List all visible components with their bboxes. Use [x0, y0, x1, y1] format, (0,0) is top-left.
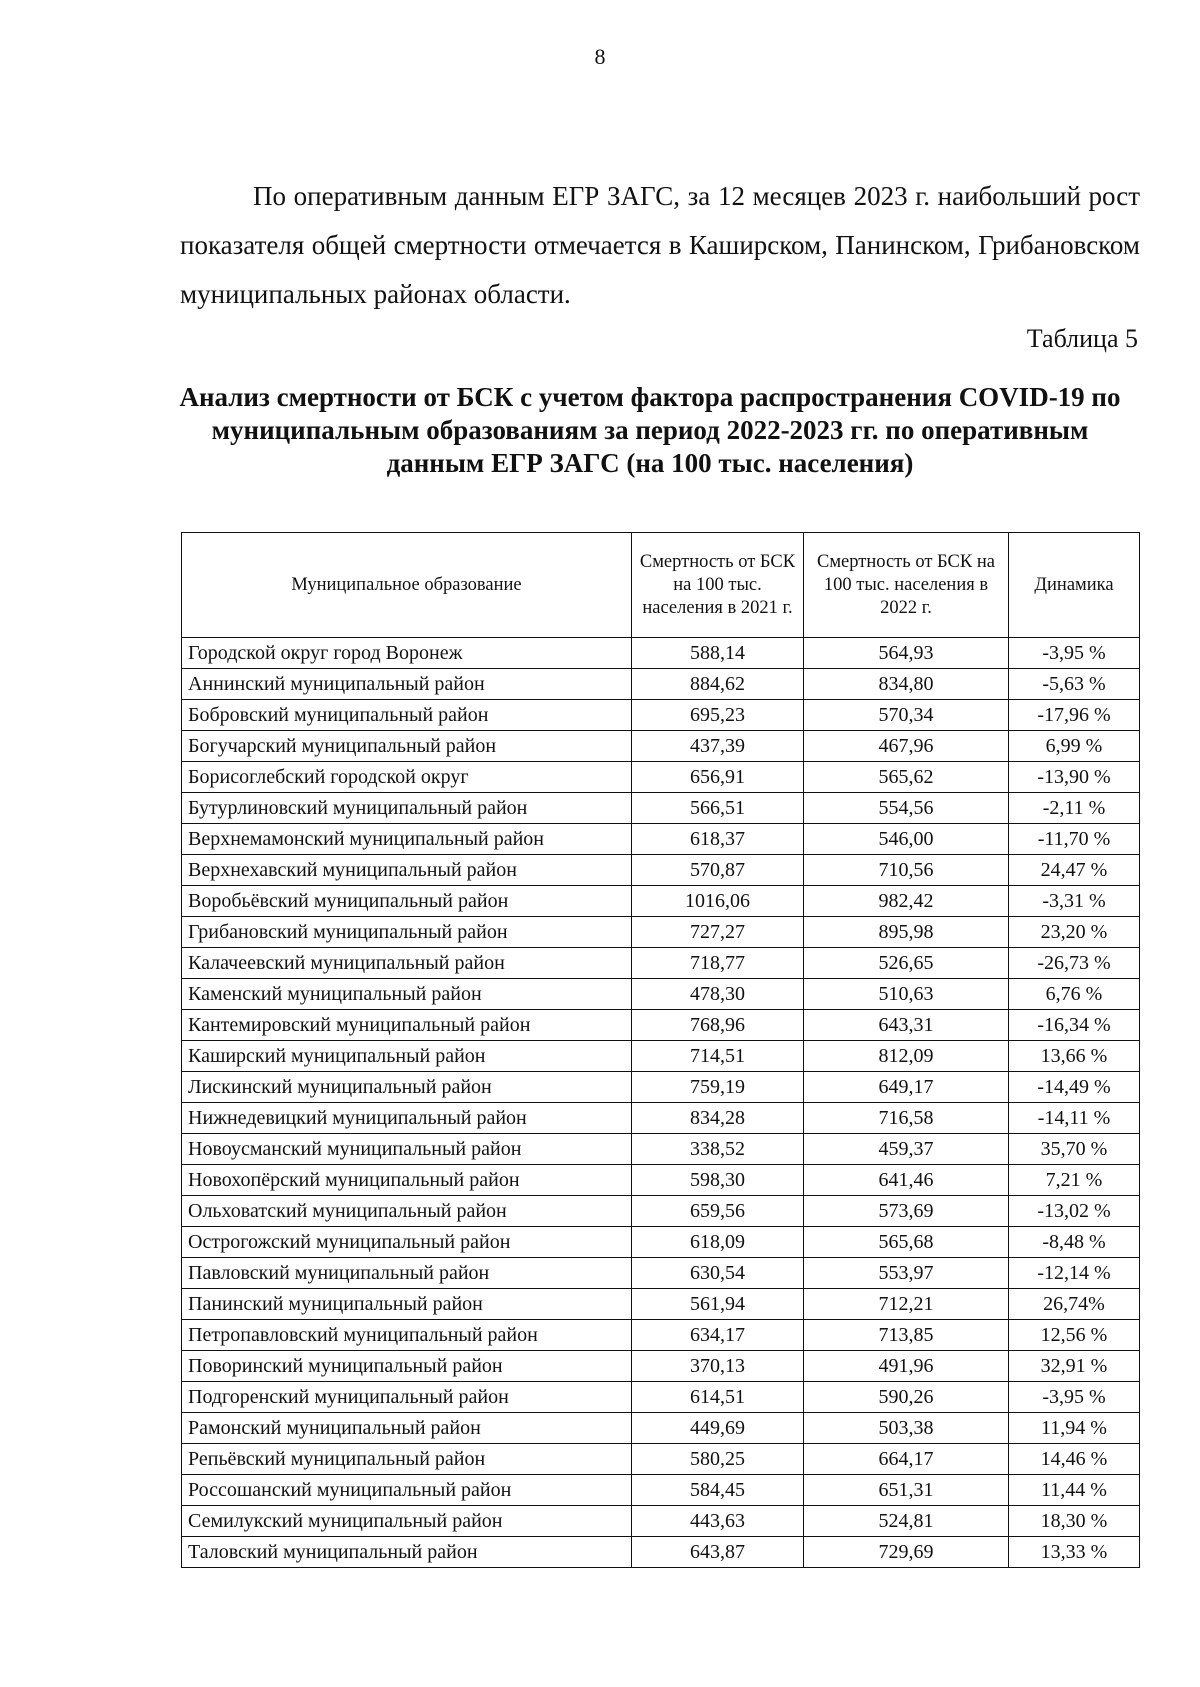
mortality-2021-cell: 443,63	[632, 1506, 804, 1537]
table-row	[182, 638, 1140, 669]
mortality-2021-cell: 714,51	[632, 1041, 804, 1072]
dynamics-cell: 23,20 %	[1009, 917, 1140, 948]
mortality-2021-cell: 570,87	[632, 855, 804, 886]
mortality-2021-cell: 884,62	[632, 669, 804, 700]
table-row	[182, 1475, 1140, 1506]
dynamics-cell: -13,02 %	[1009, 1196, 1140, 1227]
table-row	[182, 824, 1140, 855]
header-mortality-2021: Смертность от БСК на 100 тыс. населения в 2021 г.	[632, 533, 804, 638]
municipality-cell: Нижнедевицкий муниципальный район	[182, 1103, 632, 1134]
table-row	[182, 1010, 1140, 1041]
mortality-2021-cell: 566,51	[632, 793, 804, 824]
mortality-2022-cell: 565,68	[804, 1227, 1009, 1258]
mortality-2022-cell: 565,62	[804, 762, 1009, 793]
table-row	[182, 1320, 1140, 1351]
mortality-2022-cell: 546,00	[804, 824, 1009, 855]
municipality-cell: Каширский муниципальный район	[182, 1041, 632, 1072]
table-row	[182, 1444, 1140, 1475]
table-row	[182, 1227, 1140, 1258]
table-row	[182, 1134, 1140, 1165]
mortality-2022-cell: 664,17	[804, 1444, 1009, 1475]
dynamics-cell: 24,47 %	[1009, 855, 1140, 886]
mortality-2022-cell: 812,09	[804, 1041, 1009, 1072]
dynamics-cell: 35,70 %	[1009, 1134, 1140, 1165]
table-row	[182, 762, 1140, 793]
mortality-2022-cell: 729,69	[804, 1537, 1009, 1568]
municipality-cell: Воробьёвский муниципальный район	[182, 886, 632, 917]
mortality-2021-cell: 718,77	[632, 948, 804, 979]
mortality-2022-cell: 590,26	[804, 1382, 1009, 1413]
dynamics-cell: -11,70 %	[1009, 824, 1140, 855]
municipality-cell: Лискинский муниципальный район	[182, 1072, 632, 1103]
table-row	[182, 979, 1140, 1010]
mortality-2022-cell: 713,85	[804, 1320, 1009, 1351]
mortality-2022-cell: 895,98	[804, 917, 1009, 948]
table-row	[182, 700, 1140, 731]
dynamics-cell: 18,30 %	[1009, 1506, 1140, 1537]
dynamics-cell: -3,95 %	[1009, 638, 1140, 669]
municipality-cell: Каменский муниципальный район	[182, 979, 632, 1010]
table-row	[182, 1072, 1140, 1103]
table-row	[182, 1537, 1140, 1568]
table-row	[182, 917, 1140, 948]
mortality-2021-cell: 561,94	[632, 1289, 804, 1320]
dynamics-cell: -16,34 %	[1009, 1010, 1140, 1041]
intro-paragraph: По оперативным данным ЕГР ЗАГС, за 12 месяцев 2023 г. наибольший рост показателя общей смертности отмечается в Каширском, Панинском, Грибановском муниципальных районах области.	[180, 181, 1140, 309]
municipality-cell: Калачеевский муниципальный район	[182, 948, 632, 979]
mortality-2021-cell: 634,17	[632, 1320, 804, 1351]
table-row	[182, 1103, 1140, 1134]
dynamics-cell: 7,21 %	[1009, 1165, 1140, 1196]
dynamics-cell: 11,94 %	[1009, 1413, 1140, 1444]
dynamics-cell: 13,66 %	[1009, 1041, 1140, 1072]
mortality-2021-cell: 834,28	[632, 1103, 804, 1134]
table-row	[182, 1351, 1140, 1382]
mortality-2022-cell: 710,56	[804, 855, 1009, 886]
municipality-cell: Острогожский муниципальный район	[182, 1227, 632, 1258]
mortality-2021-cell: 695,23	[632, 700, 804, 731]
municipality-cell: Подгоренский муниципальный район	[182, 1382, 632, 1413]
dynamics-cell: 6,76 %	[1009, 979, 1140, 1010]
municipality-cell: Семилукский муниципальный район	[182, 1506, 632, 1537]
dynamics-cell: -12,14 %	[1009, 1258, 1140, 1289]
table-row	[182, 1382, 1140, 1413]
mortality-table	[181, 532, 1140, 1568]
municipality-cell: Ольховатский муниципальный район	[182, 1196, 632, 1227]
dynamics-cell: 32,91 %	[1009, 1351, 1140, 1382]
mortality-2022-cell: 573,69	[804, 1196, 1009, 1227]
table-row	[182, 1041, 1140, 1072]
mortality-2022-cell: 570,34	[804, 700, 1009, 731]
dynamics-cell: -8,48 %	[1009, 1227, 1140, 1258]
mortality-2022-cell: 649,17	[804, 1072, 1009, 1103]
municipality-cell: Новохопёрский муниципальный район	[182, 1165, 632, 1196]
municipality-cell: Верхнемамонский муниципальный район	[182, 824, 632, 855]
municipality-cell: Богучарский муниципальный район	[182, 731, 632, 762]
municipality-cell: Рамонский муниципальный район	[182, 1413, 632, 1444]
municipality-cell: Аннинский муниципальный район	[182, 669, 632, 700]
header-municipality: Муниципальное образование	[182, 533, 632, 638]
mortality-2021-cell: 338,52	[632, 1134, 804, 1165]
mortality-2022-cell: 641,46	[804, 1165, 1009, 1196]
municipality-cell: Бутурлиновский муниципальный район	[182, 793, 632, 824]
mortality-2022-cell: 982,42	[804, 886, 1009, 917]
mortality-2021-cell: 437,39	[632, 731, 804, 762]
table-row	[182, 1413, 1140, 1444]
municipality-cell: Павловский муниципальный район	[182, 1258, 632, 1289]
mortality-2022-cell: 651,31	[804, 1475, 1009, 1506]
mortality-2021-cell: 759,19	[632, 1072, 804, 1103]
dynamics-cell: -5,63 %	[1009, 669, 1140, 700]
mortality-2022-cell: 524,81	[804, 1506, 1009, 1537]
mortality-2021-cell: 659,56	[632, 1196, 804, 1227]
municipality-cell: Верхнехавский муниципальный район	[182, 855, 632, 886]
mortality-2021-cell: 584,45	[632, 1475, 804, 1506]
mortality-2021-cell: 630,54	[632, 1258, 804, 1289]
mortality-2021-cell: 618,09	[632, 1227, 804, 1258]
dynamics-cell: -17,96 %	[1009, 700, 1140, 731]
mortality-2022-cell: 553,97	[804, 1258, 1009, 1289]
table-row	[182, 855, 1140, 886]
mortality-2021-cell: 727,27	[632, 917, 804, 948]
mortality-2022-cell: 716,58	[804, 1103, 1009, 1134]
mortality-2021-cell: 580,25	[632, 1444, 804, 1475]
mortality-2022-cell: 643,31	[804, 1010, 1009, 1041]
mortality-2022-cell: 564,93	[804, 638, 1009, 669]
mortality-2021-cell: 614,51	[632, 1382, 804, 1413]
municipality-cell: Поворинский муниципальный район	[182, 1351, 632, 1382]
dynamics-cell: 11,44 %	[1009, 1475, 1140, 1506]
dynamics-cell: -14,49 %	[1009, 1072, 1140, 1103]
mortality-2022-cell: 503,38	[804, 1413, 1009, 1444]
dynamics-cell: -3,95 %	[1009, 1382, 1140, 1413]
dynamics-cell: -3,31 %	[1009, 886, 1140, 917]
mortality-2021-cell: 643,87	[632, 1537, 804, 1568]
municipality-cell: Петропавловский муниципальный район	[182, 1320, 632, 1351]
table-row	[182, 948, 1140, 979]
mortality-2022-cell: 834,80	[804, 669, 1009, 700]
dynamics-cell: 13,33 %	[1009, 1537, 1140, 1568]
table-row	[182, 731, 1140, 762]
table-row	[182, 886, 1140, 917]
mortality-2021-cell: 449,69	[632, 1413, 804, 1444]
table-row	[182, 669, 1140, 700]
mortality-2021-cell: 478,30	[632, 979, 804, 1010]
municipality-cell: Городской округ город Воронеж	[182, 638, 632, 669]
dynamics-cell: -14,11 %	[1009, 1103, 1140, 1134]
municipality-cell: Репьёвский муниципальный район	[182, 1444, 632, 1475]
mortality-2021-cell: 656,91	[632, 762, 804, 793]
table-header-row	[182, 533, 1140, 638]
table-body	[182, 638, 1140, 1568]
mortality-2021-cell: 768,96	[632, 1010, 804, 1041]
dynamics-cell: -13,90 %	[1009, 762, 1140, 793]
dynamics-cell: 12,56 %	[1009, 1320, 1140, 1351]
table-row	[182, 1506, 1140, 1537]
table-row	[182, 1258, 1140, 1289]
municipality-cell: Грибановский муниципальный район	[182, 917, 632, 948]
mortality-2022-cell: 491,96	[804, 1351, 1009, 1382]
page-number: 8	[594, 44, 606, 69]
table-row	[182, 1196, 1140, 1227]
table-label: Таблица 5	[1026, 324, 1138, 353]
table-title: Анализ смертности от БСК с учетом фактора распространения COVID-19 по муниципальным образованиям за период 2022-2023 гг. по оперативным данным ЕГР ЗАГС (на 100 тыс. населения)	[179, 382, 1121, 478]
header-dynamics: Динамика	[1009, 533, 1140, 638]
dynamics-cell: 6,99 %	[1009, 731, 1140, 762]
table-row	[182, 793, 1140, 824]
dynamics-cell: -26,73 %	[1009, 948, 1140, 979]
mortality-2021-cell: 618,37	[632, 824, 804, 855]
mortality-2021-cell: 1016,06	[632, 886, 804, 917]
mortality-2022-cell: 459,37	[804, 1134, 1009, 1165]
municipality-cell: Бобровский муниципальный район	[182, 700, 632, 731]
table-row	[182, 1289, 1140, 1320]
mortality-2021-cell: 370,13	[632, 1351, 804, 1382]
mortality-2022-cell: 526,65	[804, 948, 1009, 979]
mortality-2022-cell: 554,56	[804, 793, 1009, 824]
mortality-2021-cell: 598,30	[632, 1165, 804, 1196]
mortality-2022-cell: 510,63	[804, 979, 1009, 1010]
table-row	[182, 1165, 1140, 1196]
municipality-cell: Кантемировский муниципальный район	[182, 1010, 632, 1041]
municipality-cell: Панинский муниципальный район	[182, 1289, 632, 1320]
municipality-cell: Таловский муниципальный район	[182, 1537, 632, 1568]
municipality-cell: Россошанский муниципальный район	[182, 1475, 632, 1506]
dynamics-cell: 14,46 %	[1009, 1444, 1140, 1475]
header-mortality-2022: Смертность от БСК на 100 тыс. населения в 2022 г.	[804, 533, 1009, 638]
dynamics-cell: -2,11 %	[1009, 793, 1140, 824]
municipality-cell: Новоусманский муниципальный район	[182, 1134, 632, 1165]
mortality-2022-cell: 467,96	[804, 731, 1009, 762]
municipality-cell: Борисоглебский городской округ	[182, 762, 632, 793]
dynamics-cell: 26,74%	[1009, 1289, 1140, 1320]
mortality-2021-cell: 588,14	[632, 638, 804, 669]
mortality-2022-cell: 712,21	[804, 1289, 1009, 1320]
